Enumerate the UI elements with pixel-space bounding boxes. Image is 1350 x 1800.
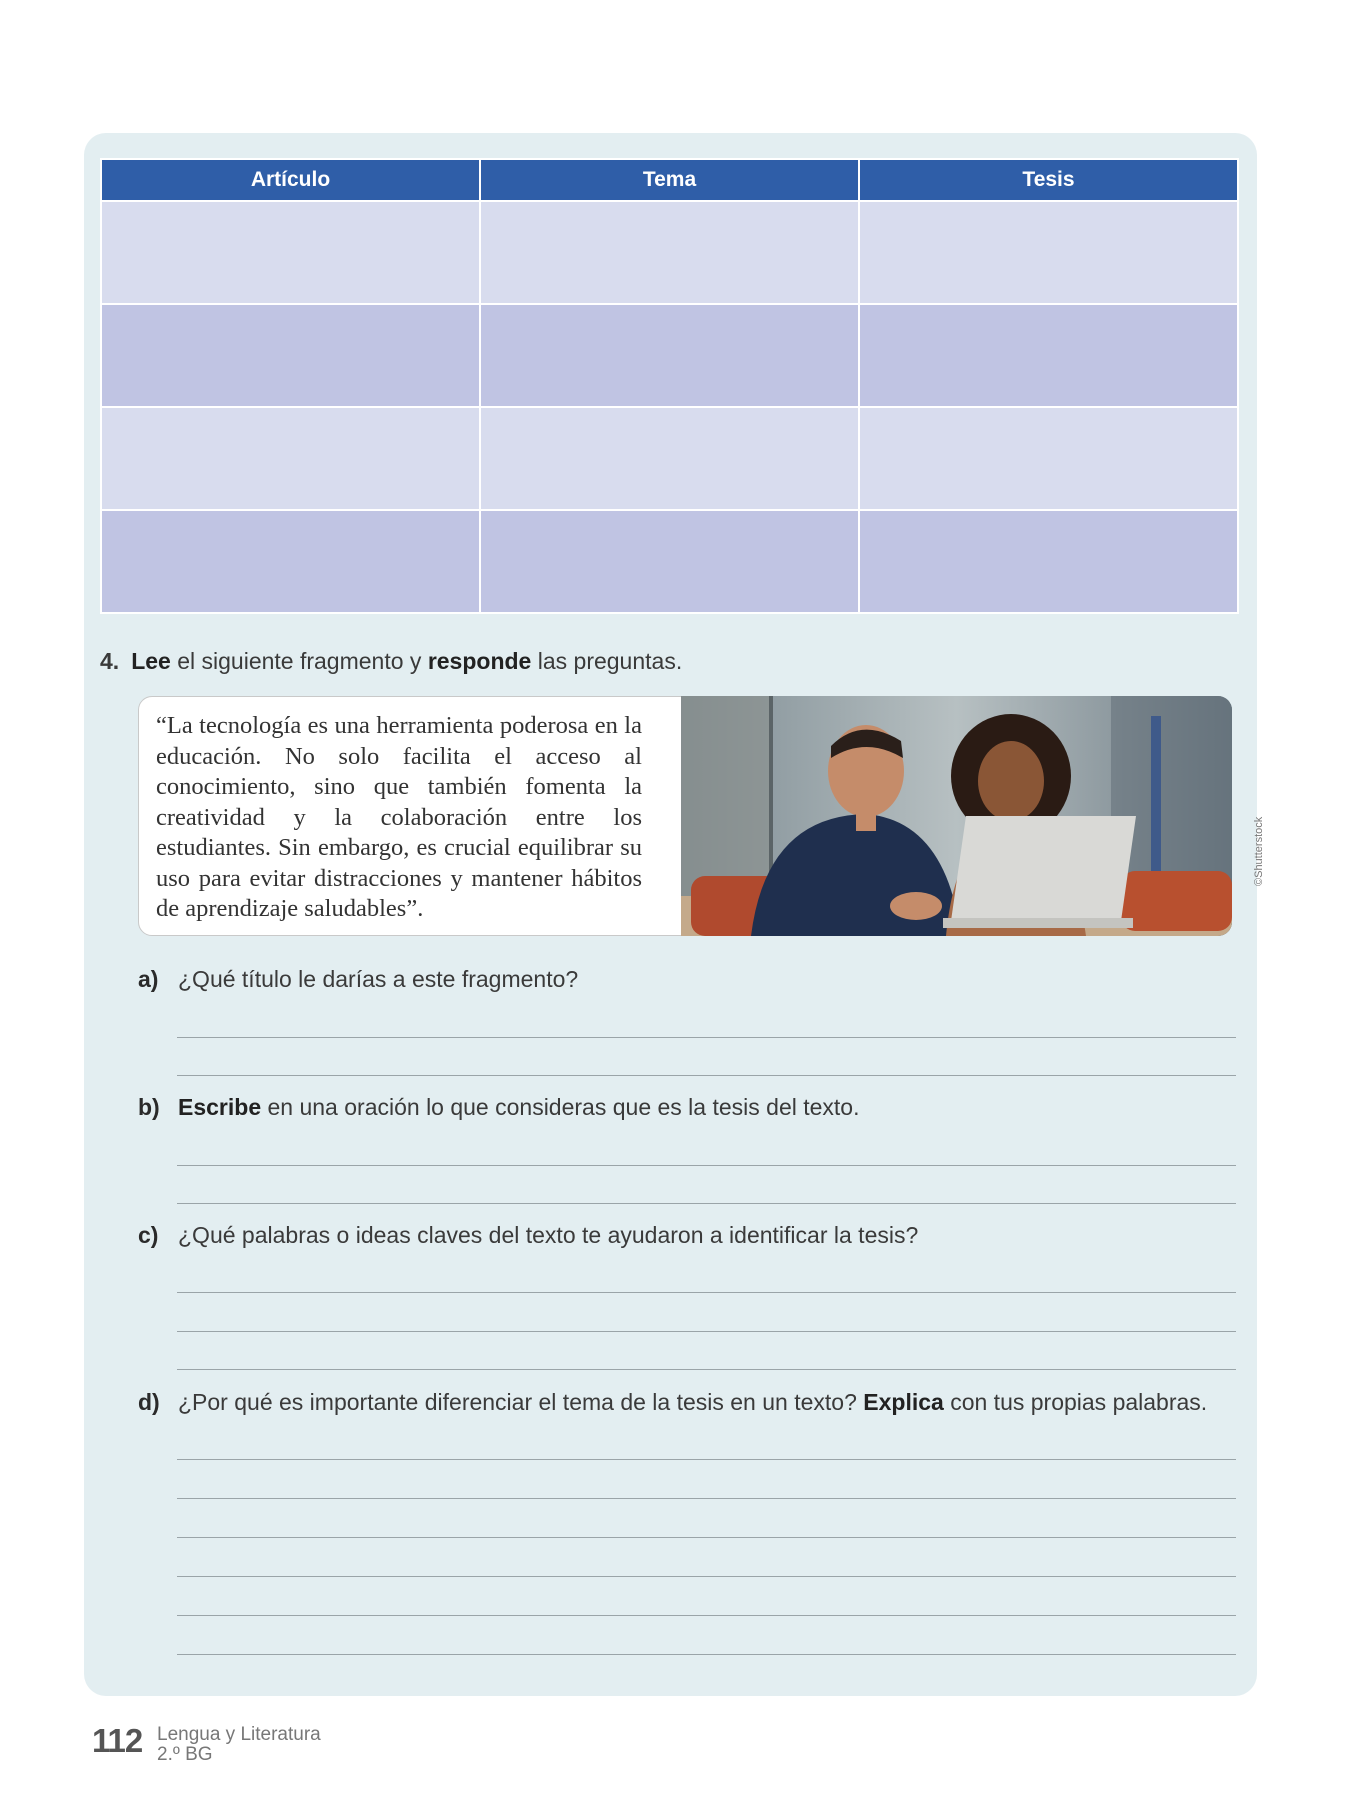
table-cell[interactable] — [480, 510, 859, 613]
question-text: en una oración lo que consideras que es la tesis del texto. — [261, 1094, 860, 1120]
book-info — [157, 1725, 321, 1765]
question-4-instruction — [100, 648, 682, 675]
table-cell[interactable] — [480, 201, 859, 304]
instruction-text: el siguiente fragmento y — [170, 648, 428, 674]
table-cell[interactable] — [480, 304, 859, 407]
table-row — [101, 201, 1238, 304]
question-letter: a) — [138, 966, 159, 992]
answer-line[interactable] — [177, 1459, 1236, 1460]
question-verb: Escribe — [178, 1094, 262, 1120]
page-number: 112 — [92, 1722, 143, 1759]
instruction-verb: responde — [427, 648, 532, 674]
question-letter: b) — [138, 1094, 160, 1120]
answer-line[interactable] — [177, 1615, 1236, 1616]
answer-line[interactable] — [177, 1037, 1236, 1038]
table-cell[interactable] — [101, 407, 480, 510]
header-tema: Tema — [480, 159, 859, 201]
answer-line[interactable] — [177, 1369, 1236, 1370]
table-cell[interactable] — [101, 510, 480, 613]
answer-line[interactable] — [177, 1165, 1236, 1166]
question-text: ¿Qué palabras o ideas claves del texto te ayudaron a identificar la tesis? — [178, 1222, 919, 1248]
question-b — [138, 1094, 860, 1121]
table-row — [101, 407, 1238, 510]
question-text: ¿Por qué es importante diferenciar el tema de la tesis en un texto? — [178, 1389, 864, 1415]
answer-line[interactable] — [177, 1498, 1236, 1499]
photo-credit: ©Shutterstock — [1253, 816, 1265, 886]
question-d — [138, 1389, 1207, 1416]
table-cell[interactable] — [859, 304, 1238, 407]
quote-text: “La tecnología es una herramienta poderosa en la educación. No solo facilita el acceso al conocimiento, sino que también fomenta la creatividad y la colaboración entre los estudiantes. Sin embargo, es crucial equilibrar su uso para evitar distracciones y mantener hábitos de aprendizaje saludables”. — [156, 712, 642, 922]
question-letter: d) — [138, 1389, 160, 1415]
question-a — [138, 966, 578, 993]
answer-line[interactable] — [177, 1576, 1236, 1577]
table-cell[interactable] — [480, 407, 859, 510]
instruction-verb: Lee — [131, 648, 171, 674]
table-cell[interactable] — [101, 201, 480, 304]
header-tesis: Tesis — [859, 159, 1238, 201]
answer-line[interactable] — [177, 1537, 1236, 1538]
question-letter: c) — [138, 1222, 159, 1248]
answer-line[interactable] — [177, 1331, 1236, 1332]
answer-line[interactable] — [177, 1292, 1236, 1293]
subject-name: Lengua y Literatura — [157, 1724, 321, 1745]
question-c — [138, 1222, 918, 1249]
question-text: con tus propias palabras. — [943, 1389, 1208, 1415]
answer-line[interactable] — [177, 1075, 1236, 1076]
students-laptop-photo — [681, 696, 1232, 936]
table-cell[interactable] — [859, 201, 1238, 304]
question-verb: Explica — [863, 1389, 944, 1415]
table-row — [101, 510, 1238, 613]
table-cell[interactable] — [859, 510, 1238, 613]
table-cell[interactable] — [101, 304, 480, 407]
question-text: ¿Qué título le darías a este fragmento? — [178, 966, 579, 992]
question-number: 4. — [100, 648, 120, 674]
instruction-text: las preguntas. — [531, 648, 683, 674]
grade-level: 2.º BG — [157, 1744, 213, 1765]
analysis-table — [100, 158, 1239, 614]
header-articulo: Artículo — [101, 159, 480, 201]
table-row — [101, 304, 1238, 407]
answer-line[interactable] — [177, 1654, 1236, 1655]
answer-line[interactable] — [177, 1203, 1236, 1204]
table-cell[interactable] — [859, 407, 1238, 510]
